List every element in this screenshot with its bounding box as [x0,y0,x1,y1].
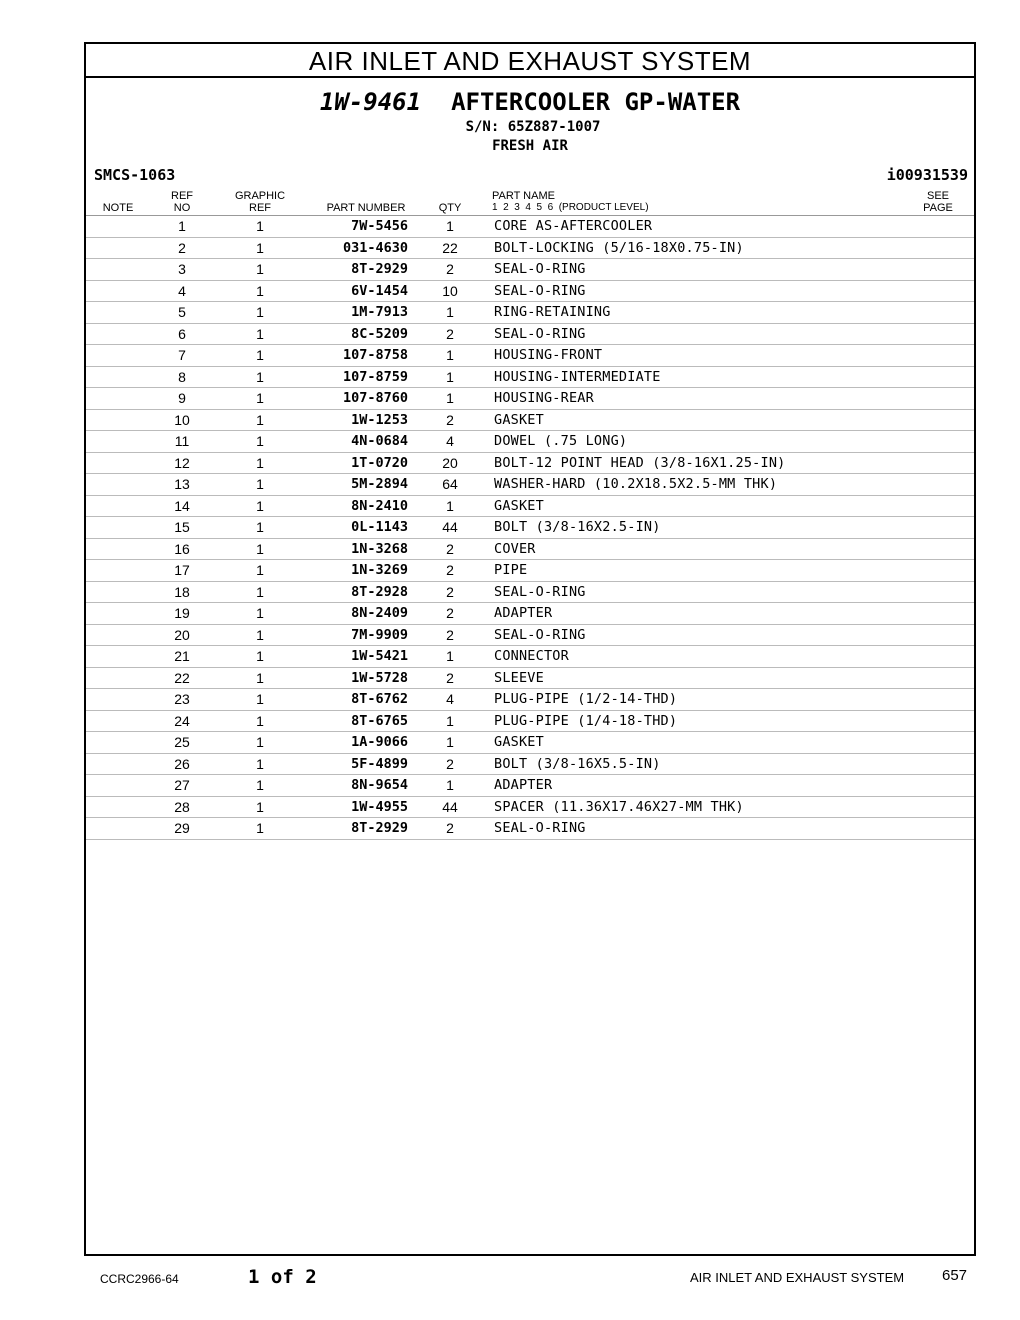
part-number: 8N-2410 [351,497,408,514]
footer-doc-code: CCRC2966-64 [100,1272,179,1286]
graphic-ref: 1 [256,304,264,320]
table-row [86,216,974,238]
table-row [86,345,974,367]
table-row [86,668,974,690]
table-row [86,410,974,432]
part-number: 0L-1143 [351,519,408,535]
table-row [86,474,974,496]
part-number: 1W-5421 [351,648,408,664]
graphic-ref: 1 [256,433,264,449]
ref-no: 12 [174,454,190,471]
quantity: 2 [446,411,454,428]
quantity: 64 [442,476,458,492]
ref-no: 18 [174,583,190,600]
part-number: 107-8760 [342,390,408,406]
ref-no: 23 [174,691,190,707]
part-name: RING-RETAINING [494,304,611,320]
part-name: PLUG-PIPE (1/4-18-THD) [494,712,678,729]
part-number: 1M-7913 [351,304,408,320]
part-number: 8N-2409 [351,605,408,621]
graphic-ref: 1 [256,562,264,578]
graphic-ref: 1 [256,497,264,514]
table-row [86,603,974,625]
graphic-ref: 1 [256,261,264,277]
part-name: ADAPTER [494,605,553,621]
table-row [86,775,974,797]
footer-page-number: 657 [942,1267,968,1284]
table-row [86,582,974,604]
serial-number: S/N: 65Z887-1007 [465,119,601,135]
quantity: 2 [446,583,454,600]
graphic-ref: 1 [256,282,264,299]
graphic-ref: 1 [256,519,264,535]
header-product-levels: 1 2 3 4 5 6 (PRODUCT LEVEL) [492,202,649,213]
header-ref-top: REF [171,190,193,202]
part-name: GASKET [494,411,544,428]
ref-no: 3 [178,261,186,277]
part-number: 1W-5728 [351,669,408,686]
header-note: NOTE [102,202,134,214]
part-name: BOLT (3/8-16X2.5-IN) [494,519,661,535]
table-row [86,625,974,647]
table-row [86,754,974,776]
part-number: 1W-1253 [351,411,408,428]
header-qty: QTY [438,202,462,214]
ref-no: 9 [178,390,186,406]
part-name: SEAL-O-RING [494,626,586,643]
table-row [86,818,974,840]
table-row [86,689,974,711]
part-name: HOUSING-INTERMEDIATE [494,368,661,385]
system-title: AIR INLET AND EXHAUST SYSTEM [86,44,974,78]
footer-page-of: 1 of 2 [248,1266,317,1288]
header-graphic-bottom: REF [249,202,271,214]
quantity: 1 [446,347,454,363]
ref-no: 22 [174,669,190,686]
ref-no: 10 [174,411,190,428]
table-row [86,324,974,346]
group-subtitle: FRESH AIR [492,138,568,154]
part-name: SEAL-O-RING [494,820,586,836]
table-row [86,732,974,754]
part-number: 5M-2894 [351,476,408,492]
part-name: SPACER (11.36X17.46X27-MM THK) [494,798,744,815]
part-name: HOUSING-FRONT [494,347,603,363]
table-row [86,646,974,668]
part-number: 8T-2929 [351,261,408,277]
part-number: 8T-6762 [351,691,408,707]
ref-no: 24 [174,712,190,729]
part-name: SEAL-O-RING [494,261,586,277]
ref-no: 19 [174,605,190,621]
ref-no: 25 [174,734,190,750]
header-ref-bottom: NO [173,202,191,214]
group-name: AFTERCOOLER GP-WATER [451,88,741,116]
ref-no: 6 [178,325,186,342]
table-row [86,431,974,453]
quantity: 2 [446,626,454,643]
ref-no: 7 [178,347,186,363]
part-name: SEAL-O-RING [494,325,586,342]
quantity: 2 [446,325,454,342]
part-number: 7M-9909 [351,626,408,643]
smcs-code: SMCS-1063 [94,166,176,184]
part-number: 8N-9654 [351,777,408,793]
part-name: COVER [494,540,536,557]
quantity: 1 [446,218,454,234]
quantity: 22 [442,239,458,256]
part-name: BOLT-LOCKING (5/16-18X0.75-IN) [494,239,744,256]
part-number: 8T-2929 [351,820,408,836]
ref-no: 5 [178,304,186,320]
table-row [86,281,974,303]
part-name: SEAL-O-RING [494,282,586,299]
part-number: 031-4630 [342,239,408,256]
table-row [86,388,974,410]
quantity: 4 [446,433,454,449]
part-name: PLUG-PIPE (1/2-14-THD) [494,691,678,707]
ref-no: 29 [174,820,190,836]
ref-no: 4 [178,282,186,299]
quantity: 20 [442,454,458,471]
graphic-ref: 1 [256,239,264,256]
header-graphic-top: GRAPHIC [234,190,286,202]
part-name: GASKET [494,497,544,514]
ref-no: 26 [174,755,190,772]
quantity: 2 [446,755,454,772]
table-row [86,238,974,260]
graphic-ref: 1 [256,218,264,234]
footer-system: AIR INLET AND EXHAUST SYSTEM [690,1270,905,1285]
graphic-ref: 1 [256,755,264,772]
quantity: 1 [446,777,454,793]
ref-no: 11 [174,433,190,449]
part-name: BOLT (3/8-16X5.5-IN) [494,755,661,772]
part-number: 8C-5209 [351,325,408,342]
quantity: 1 [446,712,454,729]
part-name: CORE AS-AFTERCOOLER [494,218,653,234]
table-row [86,539,974,561]
part-number: 6V-1454 [351,282,408,299]
graphic-ref: 1 [256,669,264,686]
header-part-name [492,190,792,214]
quantity: 2 [446,562,454,578]
part-name: DOWEL (.75 LONG) [494,433,628,449]
ref-no: 20 [174,626,190,643]
table-row [86,496,974,518]
header-see-bottom: PAGE [923,202,953,214]
part-number: 4N-0684 [351,433,408,449]
part-number: 107-8759 [342,368,408,385]
part-number: 1W-4955 [351,798,408,815]
quantity: 1 [446,497,454,514]
graphic-ref: 1 [256,820,264,836]
illustration-id: i00931539 [886,166,968,184]
ref-no: 15 [174,519,190,535]
part-name: SEAL-O-RING [494,583,586,600]
group-title [86,88,974,116]
part-name: WASHER-HARD (10.2X18.5X2.5-MM THK) [494,476,778,492]
graphic-ref: 1 [256,540,264,557]
part-name: SLEEVE [494,669,544,686]
table-row [86,560,974,582]
quantity: 1 [446,304,454,320]
part-number: 1N-3269 [351,562,408,578]
graphic-ref: 1 [256,476,264,492]
graphic-ref: 1 [256,454,264,471]
part-number: 8T-6765 [351,712,408,729]
part-number: 5F-4899 [351,755,408,772]
quantity: 1 [446,368,454,385]
ref-no: 13 [174,476,190,492]
table-row [86,517,974,539]
part-name: ADAPTER [494,777,553,793]
quantity: 2 [446,669,454,686]
header-see-top: SEE [926,190,949,202]
graphic-ref: 1 [256,390,264,406]
quantity: 4 [446,691,454,707]
ref-no: 28 [174,798,190,815]
table-row [86,453,974,475]
ref-no: 2 [178,239,186,256]
ref-no: 17 [174,562,190,578]
graphic-ref: 1 [256,583,264,600]
ref-no: 1 [178,218,186,234]
header-ref-no [166,190,198,214]
group-part-number: 1W-9461 [319,88,422,116]
quantity: 2 [446,540,454,557]
quantity: 44 [442,798,458,815]
part-name: GASKET [494,734,544,750]
graphic-ref: 1 [256,626,264,643]
page-frame [84,42,976,1256]
ref-no: 21 [174,648,190,664]
graphic-ref: 1 [256,798,264,815]
graphic-ref: 1 [256,691,264,707]
graphic-ref: 1 [256,325,264,342]
quantity: 2 [446,820,454,836]
table-row [86,711,974,733]
graphic-ref: 1 [256,734,264,750]
parts-table [86,216,974,840]
quantity: 1 [446,390,454,406]
graphic-ref: 1 [256,605,264,621]
quantity: 2 [446,605,454,621]
part-name: HOUSING-REAR [494,390,594,406]
ref-no: 27 [174,777,190,793]
ref-no: 16 [174,540,190,557]
table-row [86,367,974,389]
quantity: 1 [446,734,454,750]
quantity: 1 [446,648,454,664]
header-see-page [916,190,960,214]
part-number: 1T-0720 [351,454,408,471]
graphic-ref: 1 [256,648,264,664]
part-number: 8T-2928 [351,583,408,600]
ref-no: 14 [174,497,190,514]
table-row [86,797,974,819]
graphic-ref: 1 [256,411,264,428]
header-part-name-label: PART NAME [492,190,555,202]
part-number: 1N-3268 [351,540,408,557]
graphic-ref: 1 [256,347,264,363]
graphic-ref: 1 [256,368,264,385]
graphic-ref: 1 [256,777,264,793]
table-row [86,259,974,281]
part-name: BOLT-12 POINT HEAD (3/8-16X1.25-IN) [494,454,786,471]
part-number: 1A-9066 [351,734,408,750]
quantity: 2 [446,261,454,277]
header-graphic-ref [230,190,290,214]
part-number: 7W-5456 [351,218,408,234]
part-number: 107-8758 [342,347,408,363]
table-row [86,302,974,324]
quantity: 44 [442,519,458,535]
ref-no: 8 [178,368,186,385]
part-name: PIPE [494,562,528,578]
header-part-number: PART NUMBER [326,202,406,214]
graphic-ref: 1 [256,712,264,729]
part-name: CONNECTOR [494,648,569,664]
quantity: 10 [442,282,458,299]
